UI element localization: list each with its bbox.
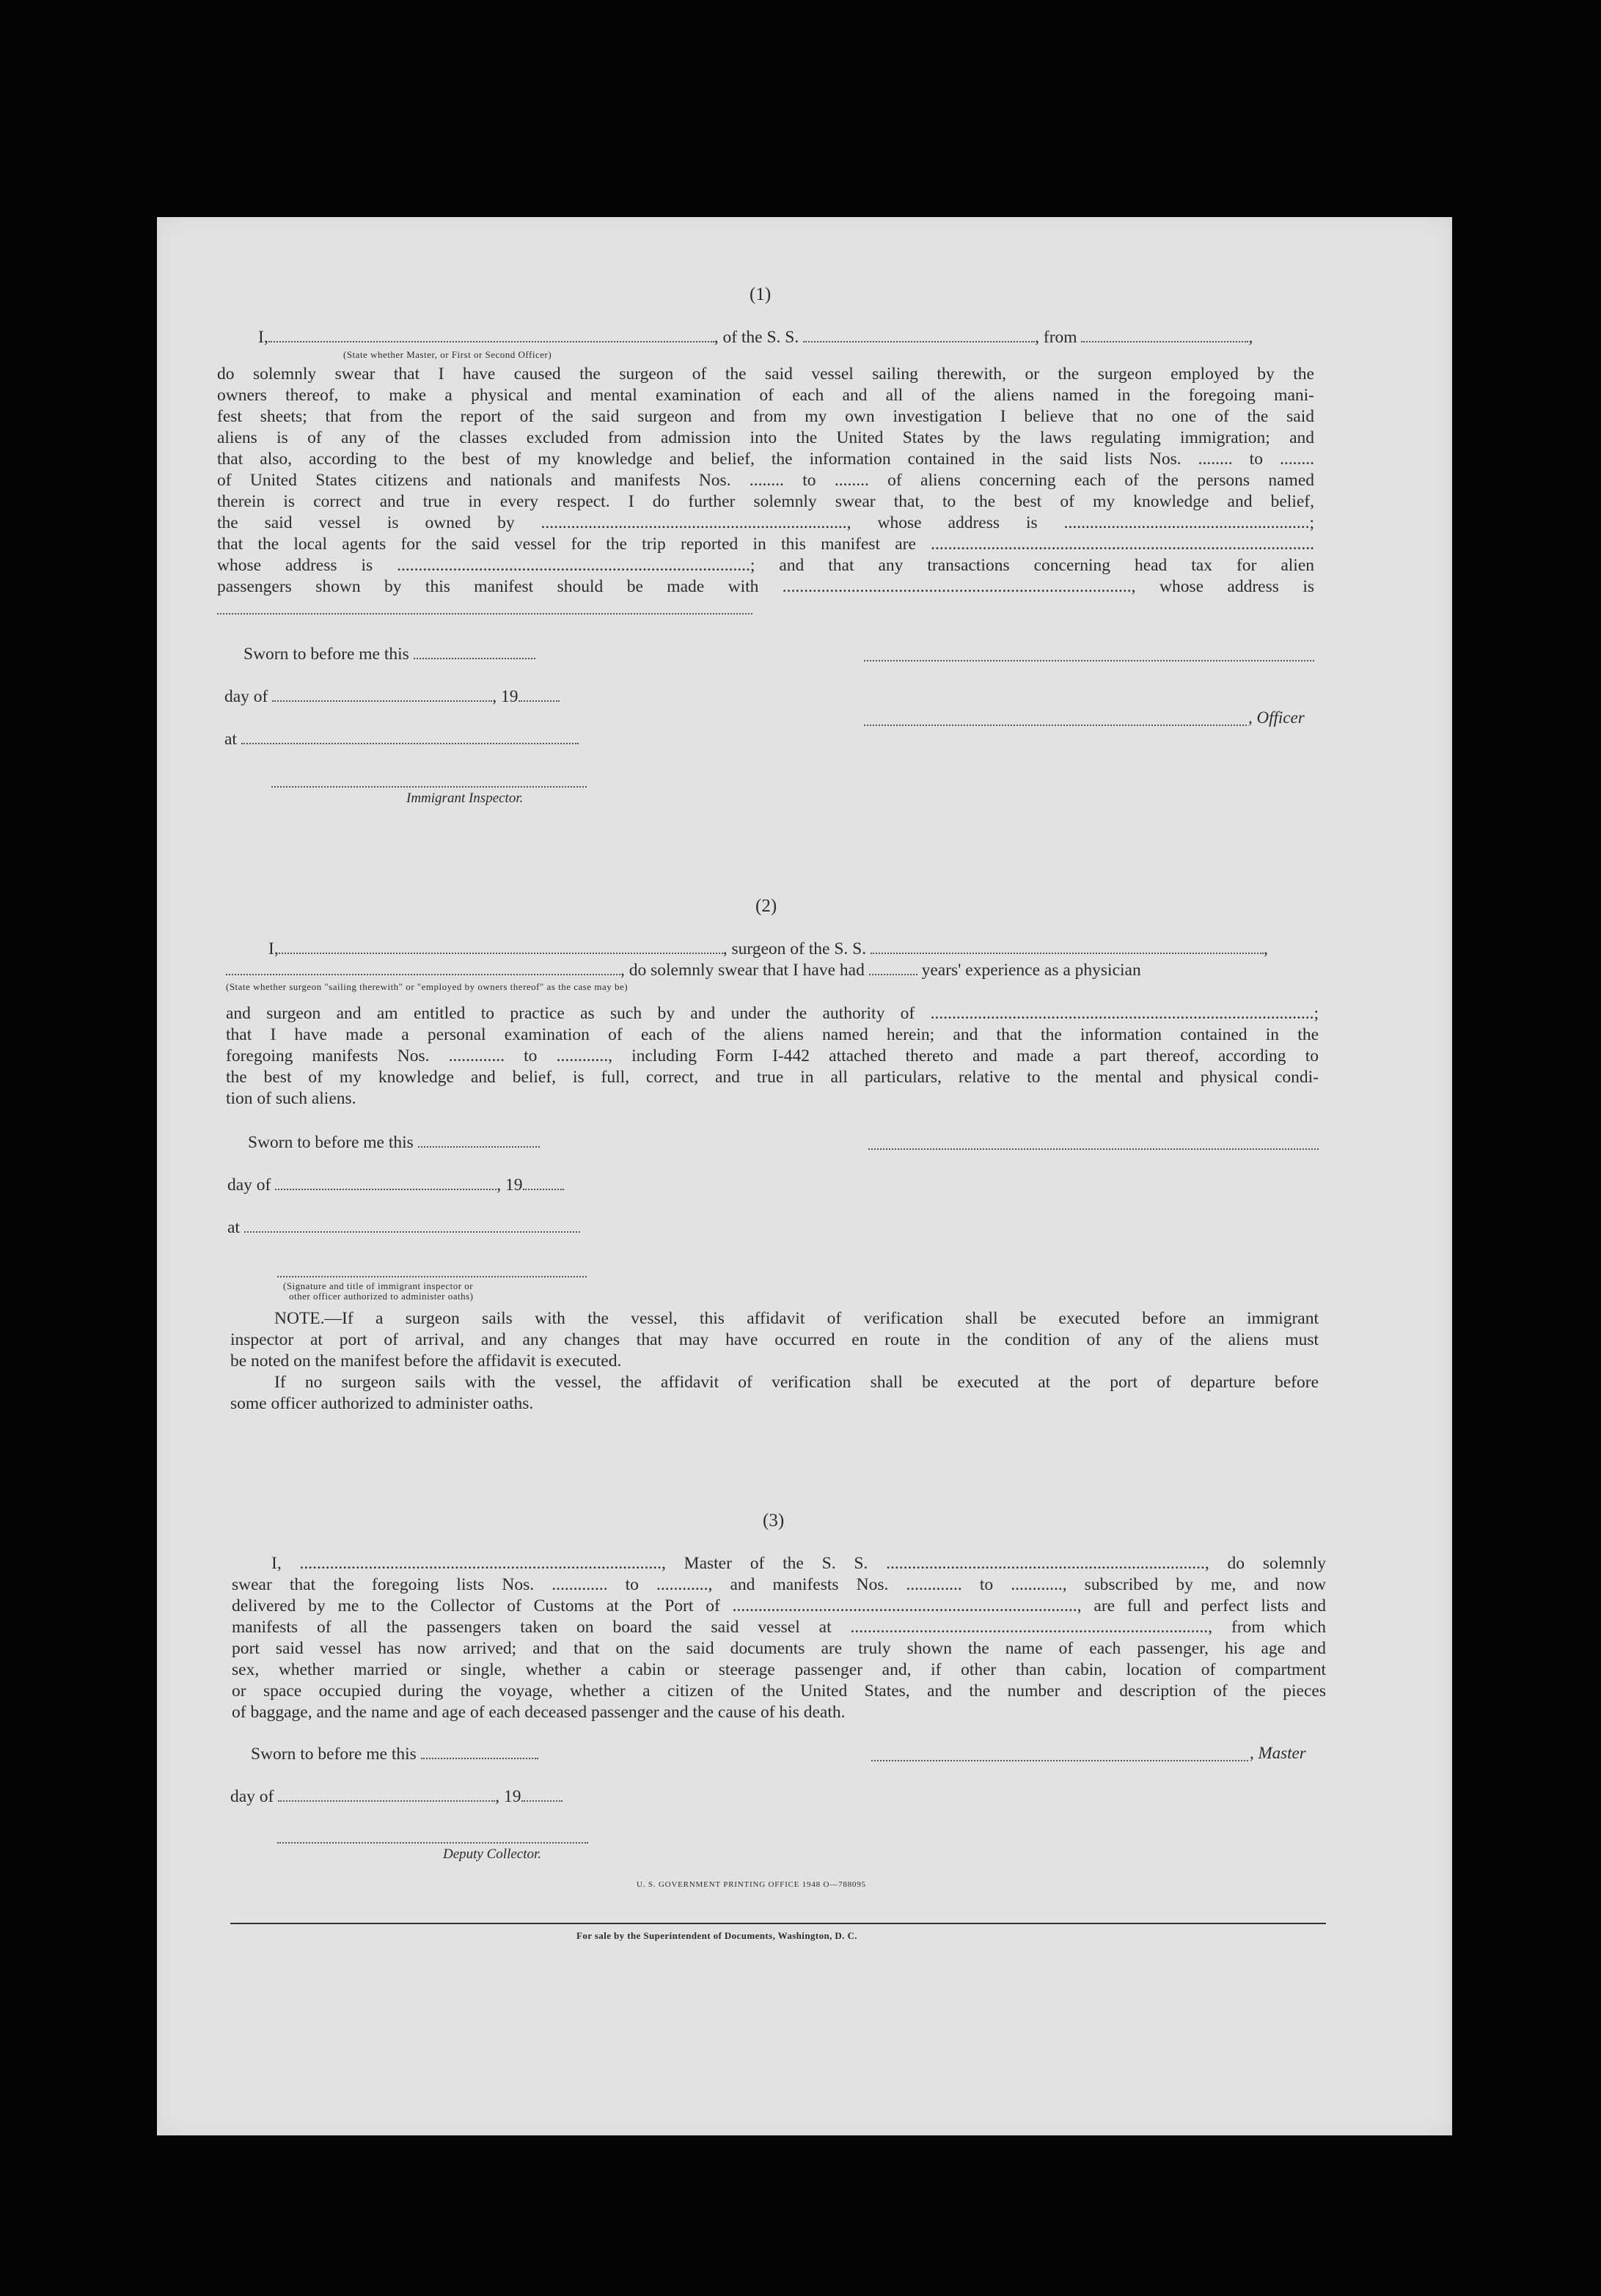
paragraph-line: port said vessel has now arrived; and that on the said documents are truly shown the name of each passenger, his age and (232, 1639, 1326, 1658)
section-3-number: (3) (763, 1511, 785, 1530)
officer-signature-line-2 (864, 725, 1247, 726)
paragraph-line: fest sheets; that from the report of the said surgeon and from my own investigation I believe that no one of the said (217, 407, 1314, 426)
section-2-opening-line: I, , surgeon of the S. S. , (268, 939, 1268, 958)
paragraph-line: aliens is of any of the classes excluded from admission into the United States by the laws regulating immigration; and (217, 428, 1314, 447)
at-line: at (227, 1217, 580, 1239)
note-line: some officer authorized to administer oaths. (230, 1394, 534, 1413)
printing-office-imprint: U. S. GOVERNMENT PRINTING OFFICE 1948 O—788095 (637, 1880, 866, 1889)
paragraph-line: whose address is ..................................................................................; and that any transactions concerning head tax for alien (217, 556, 1314, 575)
sworn-line: Sworn to before me this (243, 644, 535, 665)
at-line: at (224, 729, 579, 750)
form-page (157, 217, 1452, 2135)
paragraph-line: do solemnly swear that I have caused the surgeon of the said vessel sailing therewith, or the surgeon employed by the (217, 364, 1314, 384)
paragraph-line: that also, according to the best of my knowledge and belief, the information contained in the said lists Nos. ........ to ........ (217, 450, 1314, 469)
signature-note-2: other officer authorized to administer oaths) (289, 1291, 474, 1302)
paragraph-line: the best of my knowledge and belief, is full, correct, and true in all particulars, relative to the mental and physical condi- (226, 1068, 1319, 1087)
surgeon-signature-line (868, 1148, 1319, 1150)
paragraph-line: delivered by me to the Collector of Customs at the Port of ................................................................................, are full and perfect lists and (232, 1596, 1326, 1615)
paragraph-line: sex, whether married or single, whether a cabin or steerage passenger and, if other than cabin, location of compartment (232, 1660, 1326, 1679)
day-of-line: day of , 19 (224, 686, 560, 708)
inspector-signature-line (277, 1276, 587, 1277)
paragraph-line: foregoing manifests Nos. ............. to ............, including Form I-442 attached thereto and made a part thereof, according to (226, 1046, 1319, 1066)
master-signature-line (871, 1760, 1248, 1761)
paragraph-line: of United States citizens and nationals and manifests Nos. ........ to ........ of aliens concerning each of the persons named (217, 471, 1314, 490)
paragraph-line: that the local agents for the said vessel for the trip reported in this manifest are ......................................................................................... (217, 535, 1314, 554)
surgeon-note: (State whether surgeon "sailing therewith" or "employed by owners thereof" as the case may be) (226, 981, 629, 992)
paragraph-line: that I have made a personal examination of each of the aliens named herein; and that the information contained in the (226, 1025, 1319, 1044)
inspector-label: Immigrant Inspector. (406, 791, 524, 806)
paragraph-line: passengers shown by this manifest should be made with ................................................................................., whose address is (217, 577, 1314, 596)
sworn-line: Sworn to before me this (248, 1132, 540, 1153)
paragraph-line: I, ...................................................................................., Master of the S. S. .........................................................................., do solemnly (271, 1554, 1326, 1573)
officer-label: , Officer (1248, 708, 1305, 727)
footer-rule (230, 1923, 1326, 1924)
for-sale-note: For sale by the Superintendent of Documents, Washington, D. C. (576, 1930, 857, 1941)
paragraph-line: or space occupied during the voyage, whether a citizen of the United States, and the number and description of the pieces (232, 1681, 1326, 1701)
collector-label: Deputy Collector. (443, 1846, 542, 1862)
paragraph-line: therein is correct and true in every respect. I do further solemnly swear that, to the best of my knowledge and belief, (217, 492, 1314, 511)
note-line: If no surgeon sails with the vessel, the affidavit of verification shall be executed at the port of departure before (274, 1373, 1319, 1392)
section-2-number: (2) (755, 896, 777, 916)
day-of-line: day of , 19 (230, 1786, 563, 1808)
section-1-opening-line: I, , of the S. S. , from , (258, 328, 1253, 347)
section-1-number: (1) (750, 285, 772, 304)
inspector-signature-line (271, 786, 587, 788)
section-2-second-line: , do solemnly swear that I have had years' experience as a physician (226, 960, 1141, 981)
day-of-line: day of , 19 (227, 1175, 564, 1196)
officer-note: (State whether Master, or First or Second Officer) (343, 349, 552, 360)
paragraph-line: tion of such aliens. (226, 1089, 356, 1108)
signature-note-1: (Signature and title of immigrant inspector or (283, 1280, 474, 1291)
address-line (217, 613, 752, 615)
paragraph-line: of baggage, and the name and age of each deceased passenger and the cause of his death. (232, 1703, 846, 1722)
officer-signature-line-1 (864, 660, 1314, 661)
master-label: , Master (1250, 1744, 1306, 1762)
paragraph-line: swear that the foregoing lists Nos. ............. to ............, and manifests Nos. ............. to ............, subscribed by me, and now (232, 1575, 1326, 1594)
paragraph-line: owners thereof, to make a physical and mental examination of each and all of the aliens named in the foregoing mani- (217, 386, 1314, 405)
paragraph-line: the said vessel is owned by ......................................................................., whose address is .........................................................; (217, 513, 1314, 532)
note-line: NOTE.—If a surgeon sails with the vessel, this affidavit of verification shall be executed before an immigrant (274, 1309, 1319, 1328)
sworn-line: Sworn to before me this (251, 1744, 538, 1765)
paragraph-line: and surgeon and am entitled to practice as such by and under the authority of .........................................................................................; (226, 1004, 1319, 1023)
paragraph-line: manifests of all the passengers taken on board the said vessel at ..................................................................................., from which (232, 1618, 1326, 1637)
note-line: inspector at port of arrival, and any changes that may have occurred en route in the condition of any of the aliens must (230, 1330, 1319, 1349)
collector-signature-line (277, 1842, 588, 1844)
note-line: be noted on the manifest before the affidavit is executed. (230, 1351, 622, 1371)
